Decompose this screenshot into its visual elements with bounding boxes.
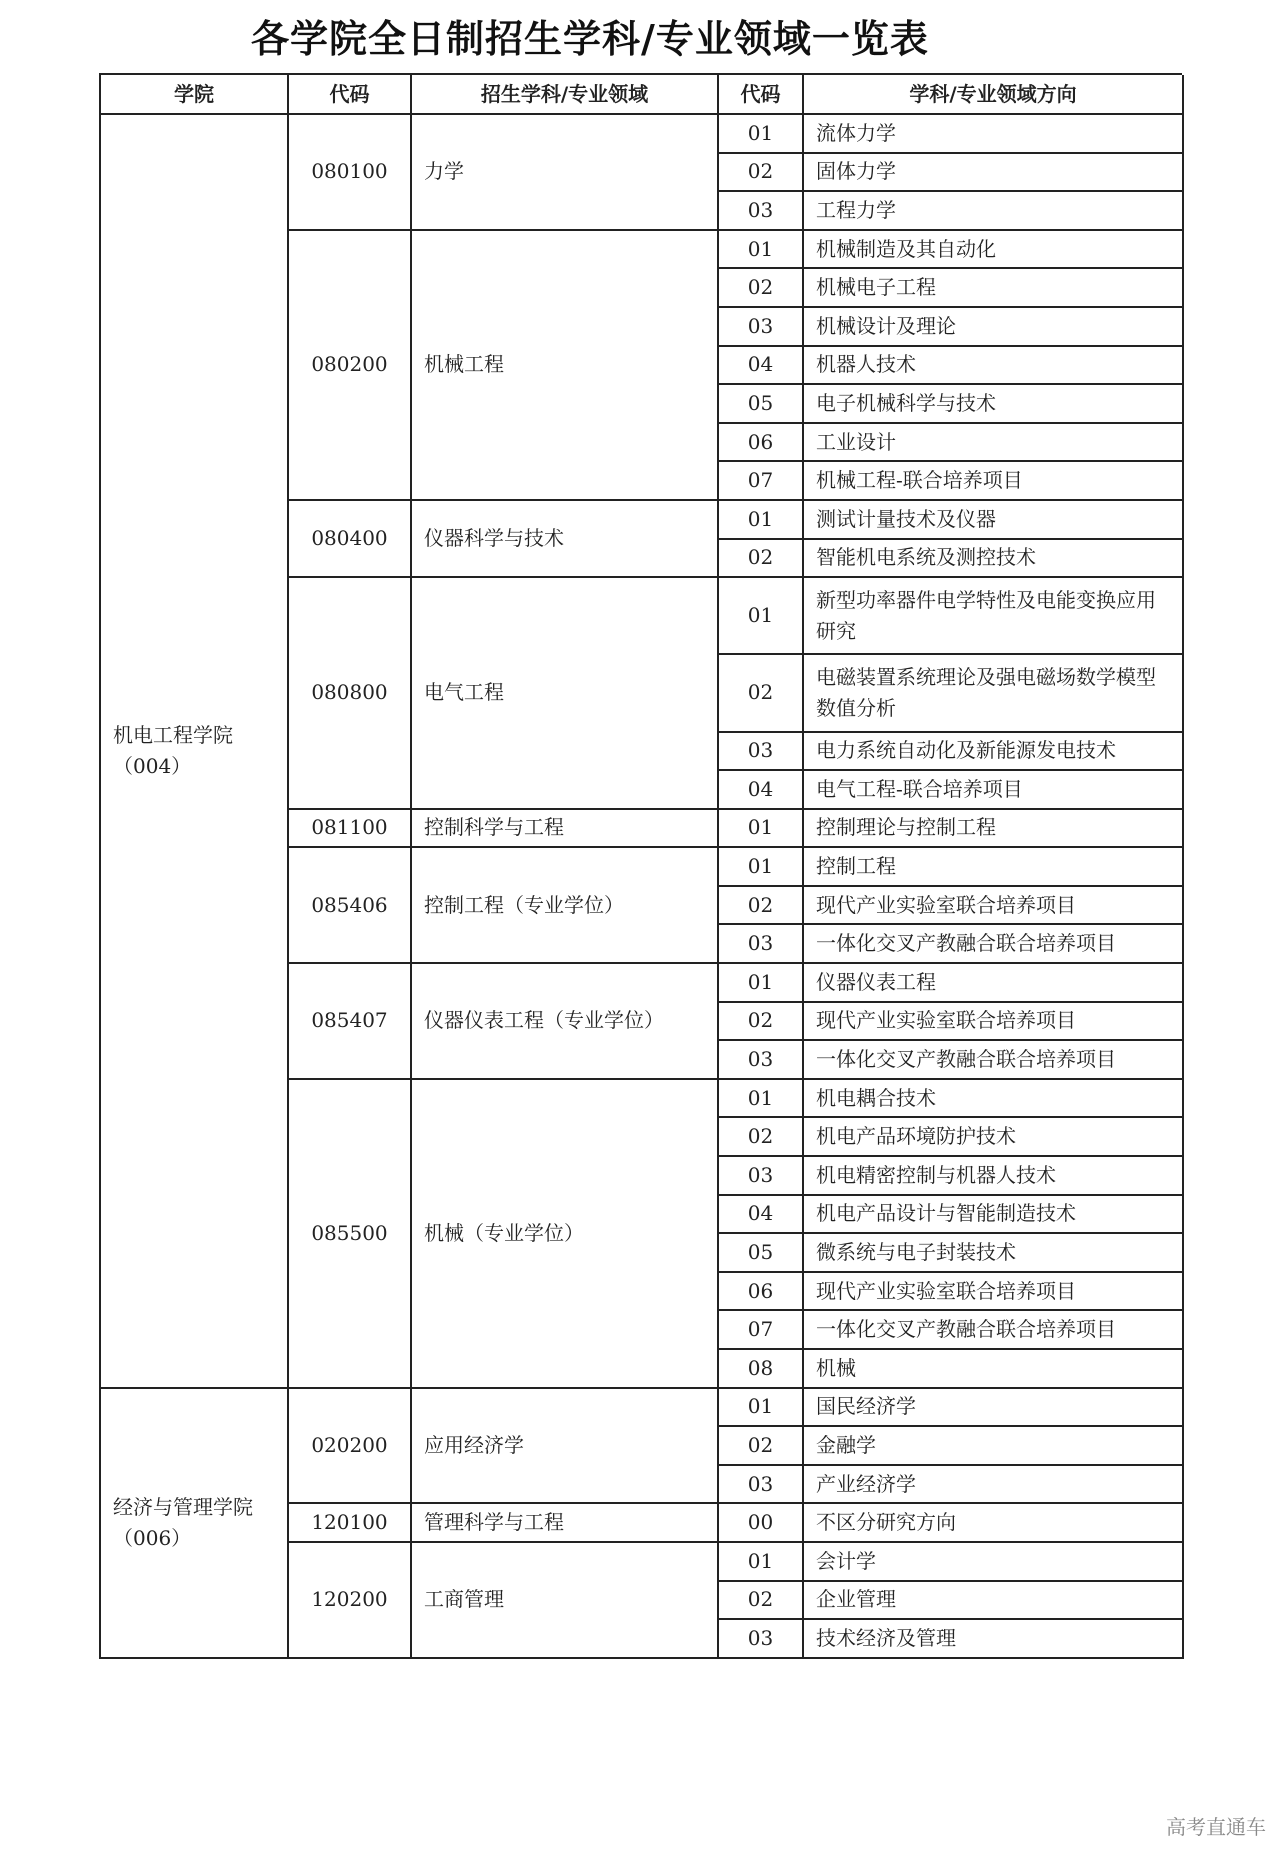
major-name: 力学 <box>412 115 719 231</box>
direction-code: 01 <box>719 501 804 540</box>
direction-name: 机械设计及理论 <box>804 308 1184 347</box>
direction-code: 06 <box>719 424 804 463</box>
direction-name: 固体力学 <box>804 154 1184 193</box>
major-code: 085500 <box>289 1080 412 1389</box>
direction-name: 控制工程 <box>804 848 1184 887</box>
major-name: 仪器科学与技术 <box>412 501 719 578</box>
major-code: 085406 <box>289 848 412 964</box>
direction-name: 机械工程-联合培养项目 <box>804 462 1184 501</box>
direction-code: 01 <box>719 1389 804 1428</box>
direction-name: 微系统与电子封装技术 <box>804 1234 1184 1273</box>
direction-name: 不区分研究方向 <box>804 1504 1184 1543</box>
direction-name: 机械制造及其自动化 <box>804 231 1184 270</box>
direction-name: 现代产业实验室联合培养项目 <box>804 1003 1184 1042</box>
direction-name: 技术经济及管理 <box>804 1620 1184 1659</box>
direction-code: 01 <box>719 848 804 887</box>
direction-code: 02 <box>719 1427 804 1466</box>
direction-name: 机电精密控制与机器人技术 <box>804 1157 1184 1196</box>
direction-code: 02 <box>719 887 804 926</box>
direction-code: 01 <box>719 810 804 849</box>
direction-code: 04 <box>719 771 804 810</box>
direction-code: 02 <box>719 1582 804 1621</box>
direction-name: 机器人技术 <box>804 347 1184 386</box>
direction-code: 04 <box>719 1196 804 1235</box>
major-name: 管理科学与工程 <box>412 1504 719 1543</box>
major-code: 080200 <box>289 231 412 501</box>
major-name: 控制科学与工程 <box>412 810 719 849</box>
discipline-table <box>99 73 1182 1659</box>
major-code: 080800 <box>289 578 412 810</box>
watermark: 高考直通车 <box>1166 1815 1266 1839</box>
direction-name: 流体力学 <box>804 115 1184 154</box>
direction-name: 仪器仪表工程 <box>804 964 1184 1003</box>
direction-name: 机电耦合技术 <box>804 1080 1184 1119</box>
header-direction-code: 代码 <box>719 75 804 115</box>
direction-code: 02 <box>719 1003 804 1042</box>
direction-name: 一体化交叉产教融合联合培养项目 <box>804 1311 1184 1350</box>
direction-code: 01 <box>719 231 804 270</box>
direction-name: 一体化交叉产教融合联合培养项目 <box>804 1041 1184 1080</box>
header-major-code: 代码 <box>289 75 412 115</box>
direction-code: 01 <box>719 1080 804 1119</box>
page-title: 各学院全日制招生学科/专业领域一览表 <box>251 16 929 61</box>
major-name: 机械工程 <box>412 231 719 501</box>
major-name: 仪器仪表工程（专业学位） <box>412 964 719 1080</box>
direction-name: 电磁装置系统理论及强电磁场数学模型数值分析 <box>804 655 1184 732</box>
direction-code: 07 <box>719 1311 804 1350</box>
direction-code: 03 <box>719 1157 804 1196</box>
direction-code: 02 <box>719 1118 804 1157</box>
direction-code: 07 <box>719 462 804 501</box>
major-name: 应用经济学 <box>412 1389 719 1505</box>
college-name: 机电工程学院 （004） <box>101 115 289 1389</box>
major-code: 080100 <box>289 115 412 231</box>
direction-code: 02 <box>719 540 804 579</box>
direction-code: 03 <box>719 733 804 772</box>
direction-code: 04 <box>719 347 804 386</box>
direction-name: 机械电子工程 <box>804 269 1184 308</box>
direction-code: 05 <box>719 385 804 424</box>
major-code: 081100 <box>289 810 412 849</box>
direction-name: 企业管理 <box>804 1582 1184 1621</box>
direction-name: 电子机械科学与技术 <box>804 385 1184 424</box>
direction-code: 06 <box>719 1273 804 1312</box>
major-code: 085407 <box>289 964 412 1080</box>
direction-code: 05 <box>719 1234 804 1273</box>
direction-name: 现代产业实验室联合培养项目 <box>804 1273 1184 1312</box>
major-name: 工商管理 <box>412 1543 719 1659</box>
direction-code: 01 <box>719 964 804 1003</box>
direction-name: 国民经济学 <box>804 1389 1184 1428</box>
major-name: 控制工程（专业学位） <box>412 848 719 964</box>
direction-name: 金融学 <box>804 1427 1184 1466</box>
direction-name: 电气工程-联合培养项目 <box>804 771 1184 810</box>
direction-code: 01 <box>719 1543 804 1582</box>
major-code: 120100 <box>289 1504 412 1543</box>
header-major: 招生学科/专业领域 <box>412 75 719 115</box>
major-name: 机械（专业学位） <box>412 1080 719 1389</box>
direction-name: 工程力学 <box>804 192 1184 231</box>
direction-name: 智能机电系统及测控技术 <box>804 540 1184 579</box>
direction-code: 03 <box>719 1466 804 1505</box>
header-direction: 学科/专业领域方向 <box>804 75 1184 115</box>
direction-name: 新型功率器件电学特性及电能变换应用研究 <box>804 578 1184 655</box>
direction-code: 00 <box>719 1504 804 1543</box>
direction-code: 03 <box>719 192 804 231</box>
direction-name: 机电产品设计与智能制造技术 <box>804 1196 1184 1235</box>
direction-code: 03 <box>719 308 804 347</box>
major-code: 020200 <box>289 1389 412 1505</box>
direction-name: 机械 <box>804 1350 1184 1389</box>
direction-code: 08 <box>719 1350 804 1389</box>
major-name: 电气工程 <box>412 578 719 810</box>
direction-code: 03 <box>719 925 804 964</box>
direction-name: 控制理论与控制工程 <box>804 810 1184 849</box>
direction-name: 测试计量技术及仪器 <box>804 501 1184 540</box>
direction-name: 一体化交叉产教融合联合培养项目 <box>804 925 1184 964</box>
direction-name: 产业经济学 <box>804 1466 1184 1505</box>
direction-name: 电力系统自动化及新能源发电技术 <box>804 733 1184 772</box>
college-name: 经济与管理学院 （006） <box>101 1389 289 1659</box>
direction-name: 机电产品环境防护技术 <box>804 1118 1184 1157</box>
major-code: 080400 <box>289 501 412 578</box>
direction-code: 03 <box>719 1620 804 1659</box>
direction-code: 01 <box>719 115 804 154</box>
major-code: 120200 <box>289 1543 412 1659</box>
direction-name: 现代产业实验室联合培养项目 <box>804 887 1184 926</box>
direction-code: 02 <box>719 655 804 732</box>
direction-code: 01 <box>719 578 804 655</box>
direction-code: 03 <box>719 1041 804 1080</box>
header-college: 学院 <box>101 75 289 115</box>
direction-code: 02 <box>719 269 804 308</box>
direction-name: 会计学 <box>804 1543 1184 1582</box>
direction-code: 02 <box>719 154 804 193</box>
direction-name: 工业设计 <box>804 424 1184 463</box>
